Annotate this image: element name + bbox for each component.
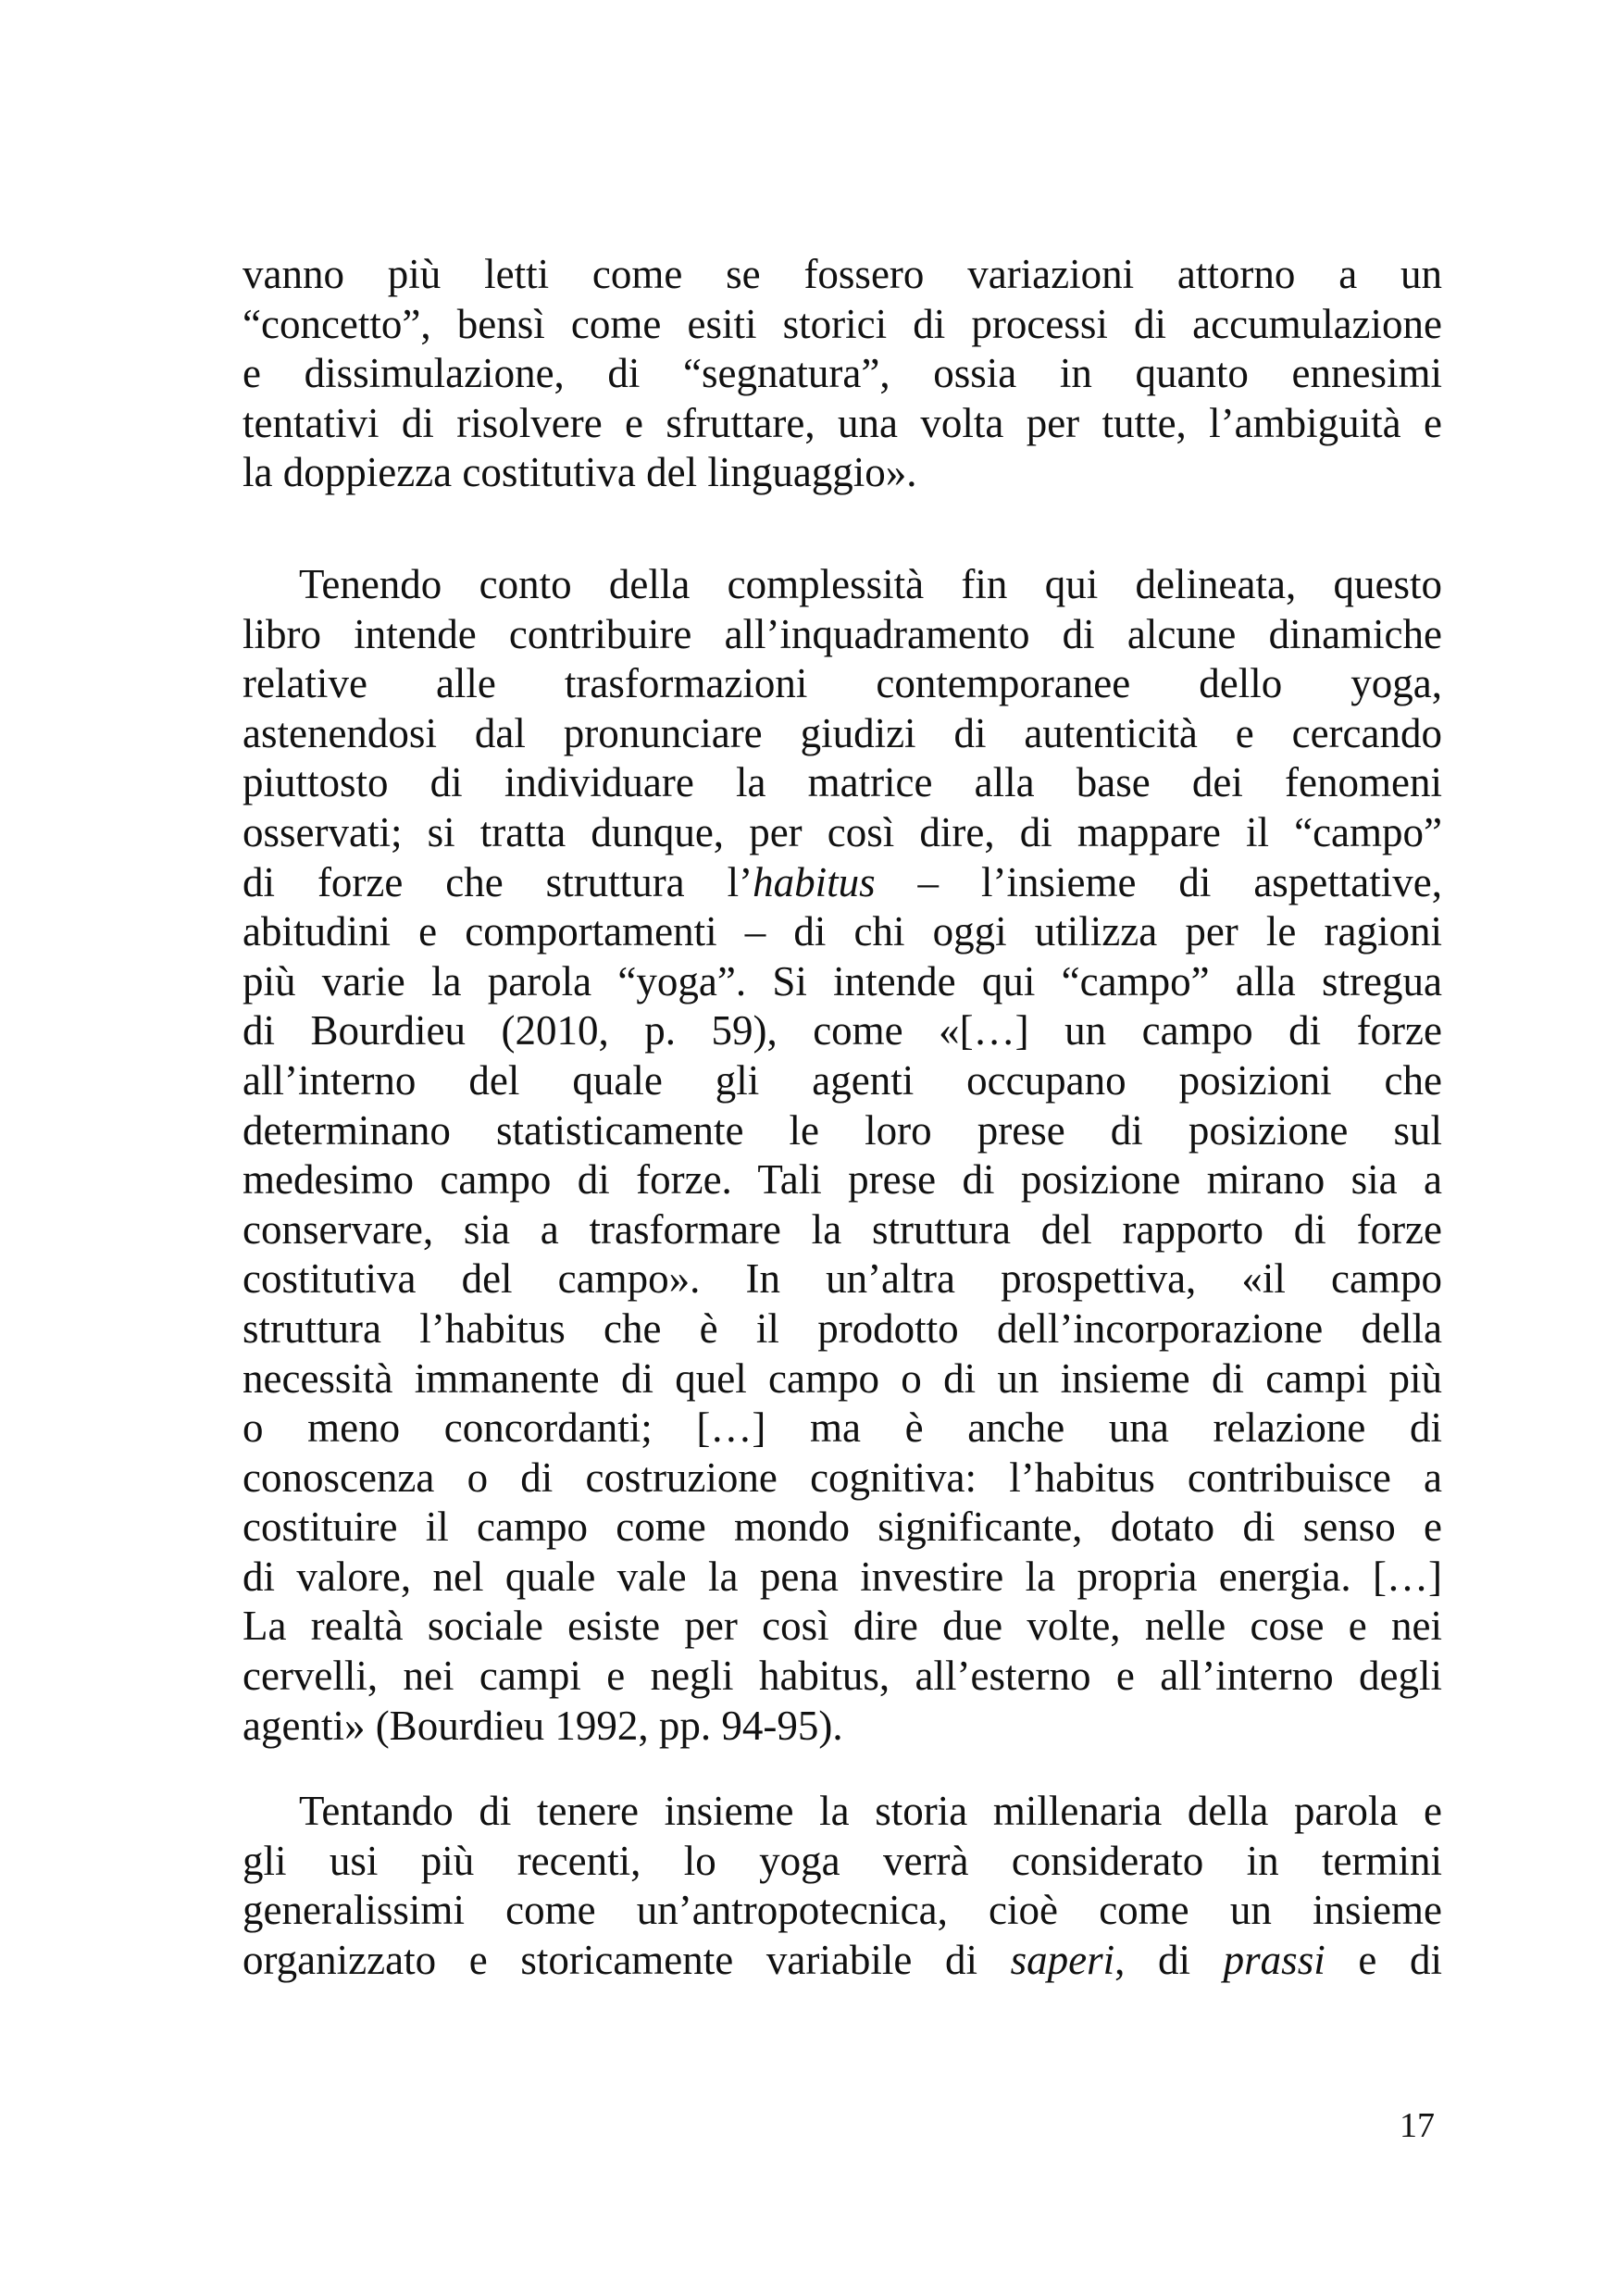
- text-line: di Bourdieu (2010, p. 59), come «[…] un campo di forze: [243, 1007, 1442, 1054]
- text-segment: , di: [1114, 1936, 1224, 1983]
- page-number: 17: [1400, 2106, 1435, 2145]
- text-line: o meno concordanti; […] ma è anche una relazione di: [243, 1404, 1442, 1452]
- italic-term-saperi: saperi: [1010, 1936, 1115, 1983]
- text-line: costituire il campo come mondo significante, dotato di senso e: [243, 1504, 1442, 1551]
- text-line: struttura l’habitus che è il prodotto dell’incorporazione della: [243, 1304, 1442, 1352]
- text-line: agenti» (Bourdieu 1992, pp. 94-95).: [243, 1702, 843, 1749]
- text-line: determinano statisticamente le loro prese di posizione sul: [243, 1106, 1442, 1154]
- text-line: piuttosto di individuare la matrice alla base dei fenomeni: [243, 759, 1442, 806]
- paragraph-1: [243, 250, 1442, 498]
- text-segment: e di: [1325, 1936, 1442, 1983]
- text-line: abitudini e comportamenti – di chi oggi utilizza per le ragioni: [243, 908, 1442, 955]
- text-line: Tentando di tenere insieme la storia millenaria della parola e: [299, 1788, 1442, 1834]
- text-line: vanno più letti come se fossero variazioni attorno a un: [243, 251, 1442, 297]
- text-line: generalissimi come un’antropotecnica, cioè come un insieme: [243, 1887, 1442, 1934]
- text-line: libro intende contribuire all’inquadramento di alcune dinamiche: [243, 610, 1442, 657]
- text-line: la doppiezza costitutiva del linguaggio».: [243, 449, 917, 496]
- paragraph-3: [243, 1787, 1442, 1985]
- text-line: “concetto”, bensì come esiti storici di processi di accumulazione: [243, 300, 1442, 347]
- text-line: costitutiva del campo». In un’altra prospettiva, «il campo: [243, 1255, 1442, 1303]
- italic-term-habitus: habitus: [753, 858, 876, 905]
- paragraph-2: [243, 560, 1442, 1751]
- text-line-with-italic: [243, 858, 1442, 908]
- text-line: Tenendo conto della complessità fin qui delineata, questo: [299, 561, 1442, 607]
- text-line: La realtà sociale esiste per così dire due volte, nelle cose e nei: [243, 1603, 1442, 1650]
- italic-term-prassi: prassi: [1223, 1936, 1326, 1983]
- text-line-with-italic: [243, 1936, 1442, 1986]
- text-line: conservare, sia a trasformare la struttura del rapporto di forze: [243, 1205, 1442, 1253]
- text-line: di valore, nel quale vale la pena investire la propria energia. […]: [243, 1553, 1442, 1600]
- text-line: cervelli, nei campi e negli habitus, all’esterno e all’interno degli: [243, 1653, 1442, 1700]
- text-segment: organizzato e storicamente variabile di: [243, 1936, 1011, 1983]
- text-line: gli usi più recenti, lo yoga verrà considerato in termini: [243, 1837, 1442, 1884]
- text-line: osservati; si tratta dunque, per così dire, di mappare il “campo”: [243, 808, 1442, 855]
- text-line: e dissimulazione, di “segnatura”, ossia in quanto ennesimi: [243, 350, 1442, 397]
- text-line: più varie la parola “yoga”. Si intende qui “campo” alla stregua: [243, 957, 1442, 1004]
- text-segment: – l’insieme di aspettative,: [875, 858, 1442, 905]
- text-line: all’interno del quale gli agenti occupano posizioni che: [243, 1056, 1442, 1104]
- text-line: necessità immanente di quel campo o di un insieme di campi più: [243, 1354, 1442, 1402]
- text-line: astenendosi dal pronunciare giudizi di autenticità e cercando: [243, 709, 1442, 756]
- text-segment: di forze che struttura l’: [243, 858, 753, 905]
- text-line: medesimo campo di forze. Tali prese di posizione mirano sia a: [243, 1156, 1442, 1204]
- text-line: tentativi di risolvere e sfruttare, una volta per tutte, l’ambiguità e: [243, 399, 1442, 446]
- text-line: relative alle trasformazioni contemporanee dello yoga,: [243, 660, 1442, 707]
- text-line: conoscenza o di costruzione cognitiva: l’habitus contribuisce a: [243, 1454, 1442, 1501]
